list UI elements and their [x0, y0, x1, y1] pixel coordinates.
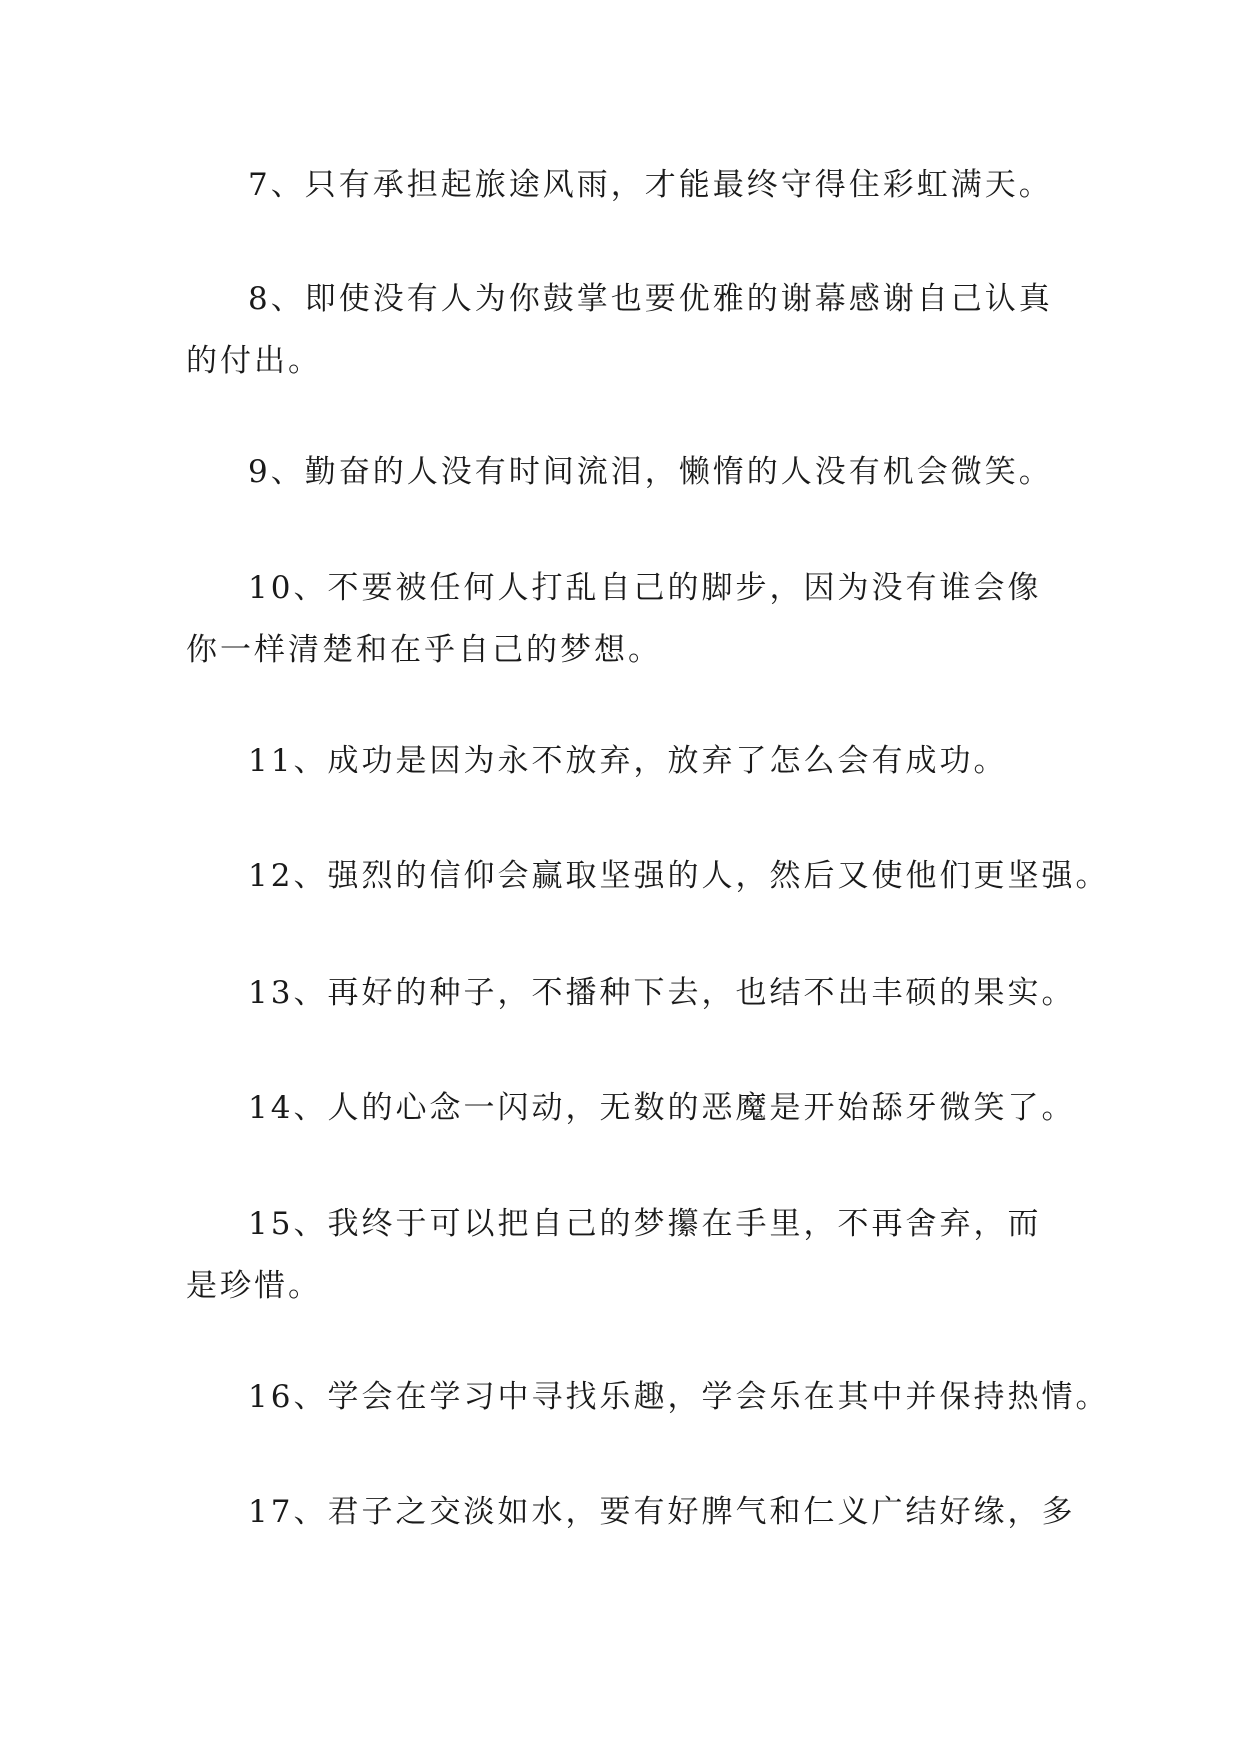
quote-item-9: 9、勤奋的人没有时间流泪，懒惰的人没有机会微笑。: [248, 454, 1053, 490]
quote-item-10: 10、不要被任何人打乱自己的脚步，因为没有谁会像你一样清楚和在乎自己的梦想。: [186, 570, 1042, 668]
quote-item-8: 8、即使没有人为你鼓掌也要优雅的谢幕感谢自己认真的付出。: [186, 281, 1053, 379]
quote-item-15: 15、我终于可以把自己的梦攥在手里，不再舍弃，而是珍惜。: [186, 1206, 1042, 1304]
quote-item-14: 14、人的心念一闪动，无数的恶魔是开始舔牙微笑了。: [248, 1090, 1076, 1126]
quote-item-17: 17、君子之交淡如水，要有好脾气和仁义广结好缘，多: [248, 1494, 1076, 1530]
quote-item-7: 7、只有承担起旅途风雨，才能最终守得住彩虹满天。: [248, 167, 1053, 203]
quote-item-16: 16、学会在学习中寻找乐趣，学会乐在其中并保持热情。: [248, 1379, 1110, 1415]
quote-item-13: 13、再好的种子，不播种下去，也结不出丰硕的果实。: [248, 975, 1076, 1011]
quote-item-12: 12、强烈的信仰会赢取坚强的人，然后又使他们更坚强。: [248, 858, 1110, 894]
quote-item-11: 11、成功是因为永不放弃，放弃了怎么会有成功。: [248, 743, 1008, 779]
